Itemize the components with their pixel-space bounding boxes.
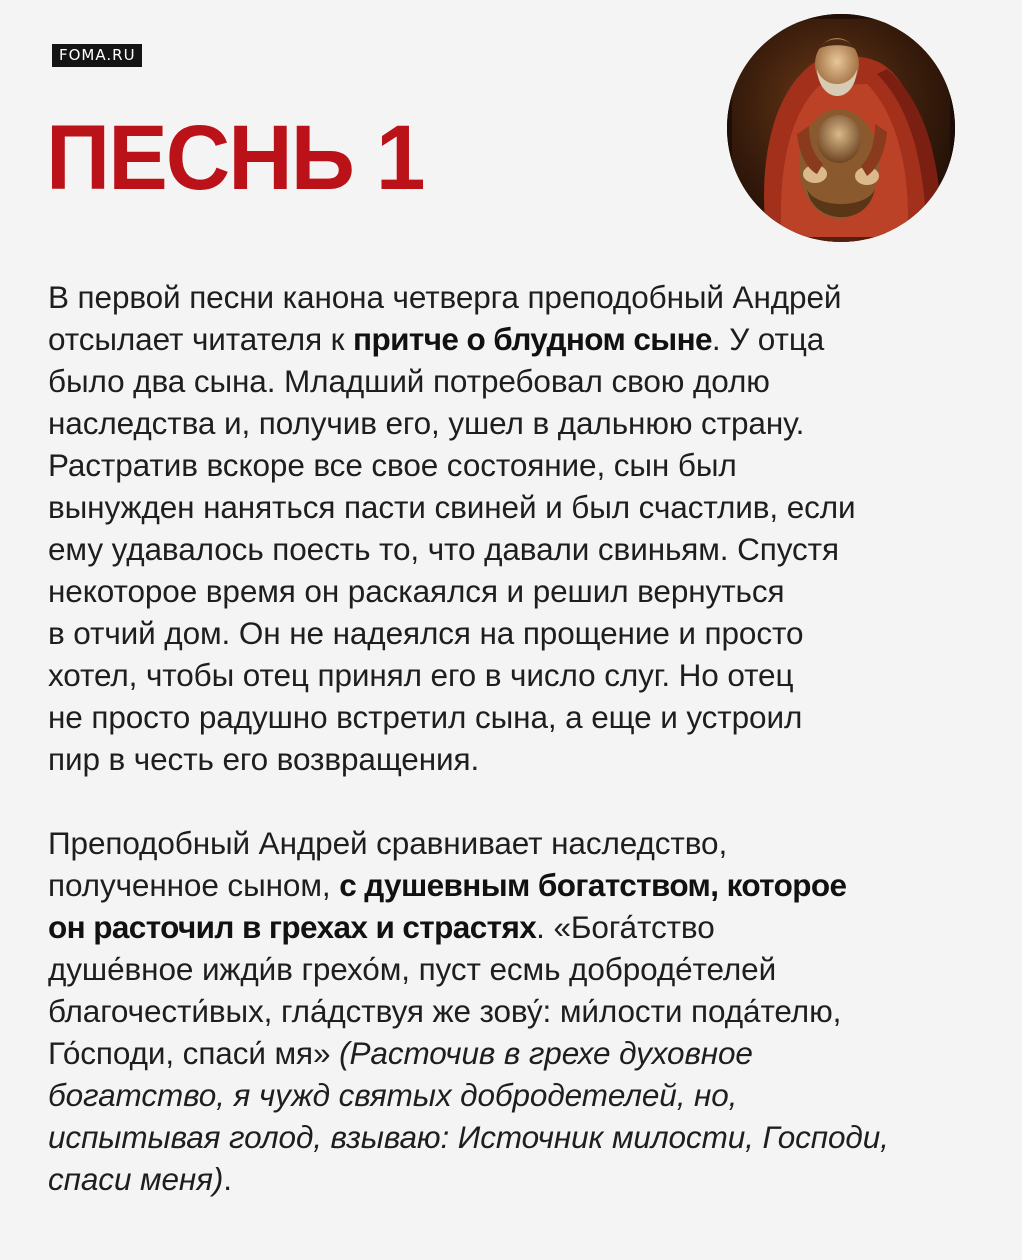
text-segment: душе́вное ижди́в грехо́м, пуст есмь доброде́телей [48,951,777,987]
text-line [48,360,1008,402]
text-line [48,1158,1008,1200]
text-segment: хотел, чтобы отец принял его в число слуг. Но отец [48,657,794,693]
text-line [48,1116,1008,1158]
text-line [48,402,1008,444]
text-segment: полученное сыном, [48,867,340,903]
text-segment: Го́споди, спаси́ мя» [48,1035,340,1071]
article-body [48,276,1008,1200]
text-segment: ему удавалось поесть то, что давали свиньям. Спустя [48,531,839,567]
painting-prodigal-son-icon [727,14,955,242]
text-line [48,948,1008,990]
text-line [48,318,1008,360]
text-segment: благочести́вых, гла́дствуя же зову́: ми́лости пода́телю, [48,993,842,1029]
emphasis-text: он расточил в грехах и страстях [48,909,537,945]
text-segment: . [223,1161,232,1197]
paragraph-parable [48,276,1008,780]
text-line [48,1032,1008,1074]
text-line [48,276,1008,318]
text-line [48,696,1008,738]
translation-text: испытывая голод, взываю: Источник милости, Господи, [48,1119,889,1155]
text-line [48,906,1008,948]
text-segment: . У отца [711,321,825,357]
text-line [48,444,1008,486]
text-segment: в отчий дом. Он не надеялся на прощение и просто [48,615,804,651]
text-line [48,738,1008,780]
text-line [48,990,1008,1032]
text-line [48,528,1008,570]
text-segment: было два сына. Младший потребовал свою долю [48,363,770,399]
text-segment: В первой песни канона четверга преподобный Андрей [48,279,842,315]
text-line [48,654,1008,696]
emphasis-text: притче о блудном сыне [353,321,712,357]
text-line [48,822,1008,864]
page-title: ПЕСНЬ 1 [46,107,424,209]
translation-text: богатство, я чужд святых добродетелей, но, [48,1077,738,1113]
text-line [48,1074,1008,1116]
text-line [48,612,1008,654]
text-segment: наследства и, получив его, ушел в дальнюю страну. [48,405,805,441]
translation-text: спаси меня) [48,1161,224,1197]
text-segment: отсылает читателя к [48,321,354,357]
text-segment: вынужден наняться пасти свиней и был счастлив, если [48,489,856,525]
text-line [48,570,1008,612]
text-segment: Растратив вскоре все свое состояние, сын был [48,447,737,483]
paragraph-comparison [48,822,1008,1200]
text-segment: пир в честь его возвращения. [48,741,480,777]
emphasis-text: с душевным богатством, которое [339,867,847,903]
paragraph-gap [48,780,1008,822]
text-line [48,486,1008,528]
painting-image [727,14,955,242]
text-line [48,864,1008,906]
text-segment: Преподобный Андрей сравнивает наследство, [48,825,728,861]
site-badge[interactable]: FOMA.RU [52,44,142,67]
text-segment: не просто радушно встретил сына, а еще и устроил [48,699,803,735]
text-segment: некоторое время он раскаялся и решил вернуться [48,573,785,609]
translation-text: (Расточив в грехе духовное [339,1035,753,1071]
text-segment: . «Бога́тство [536,909,715,945]
